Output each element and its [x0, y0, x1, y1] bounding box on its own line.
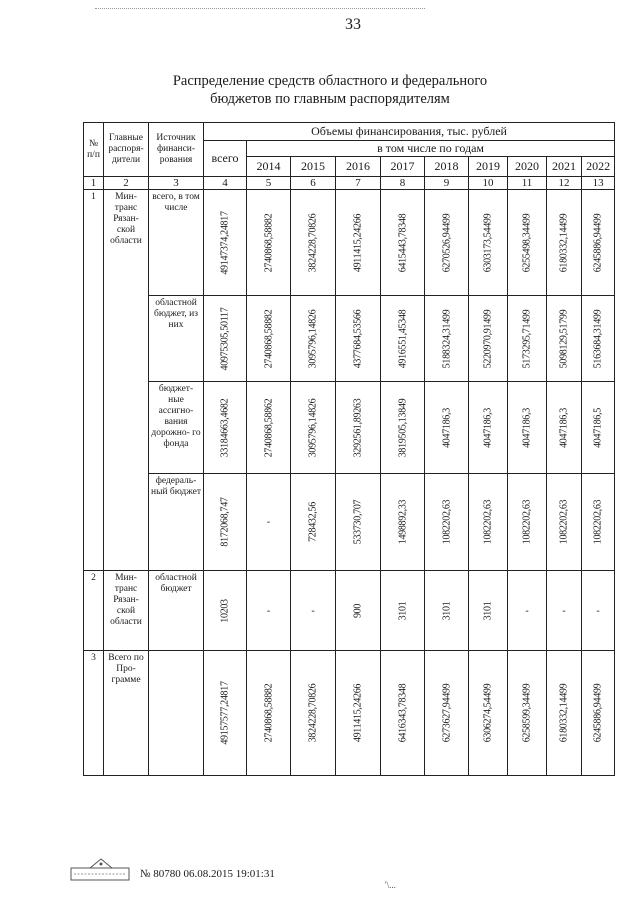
- year-value-cell: [469, 190, 508, 296]
- cell-value: 6255498,34499: [521, 213, 533, 272]
- cell-value: 1082202,63: [521, 499, 533, 545]
- cell-value: 6258599,34499: [521, 683, 533, 743]
- year-value-cell: [469, 296, 508, 382]
- year-value-cell: [291, 190, 336, 296]
- year-value-cell: [247, 296, 291, 382]
- cell-value: 533730,707: [352, 499, 364, 545]
- row-source: федераль- ный бюджет: [149, 474, 204, 571]
- cell-value: 6245886,94499: [592, 683, 604, 743]
- year-value-cell: [582, 190, 615, 296]
- year-value-cell: [508, 296, 547, 382]
- cell-value: 49157577,24817: [219, 681, 231, 745]
- cell-value: 1082202,63: [592, 499, 604, 545]
- year-value-cell: [582, 651, 615, 776]
- column-number: 4: [204, 177, 247, 190]
- row-manager: Мин- транс Рязан- ской области: [104, 190, 149, 571]
- year-value-cell: [547, 571, 582, 651]
- year-value-cell: [508, 651, 547, 776]
- year-value-cell: [469, 651, 508, 776]
- cell-value: 728432,56: [307, 502, 319, 542]
- year-value-cell: [336, 474, 381, 571]
- row-source: областной бюджет: [149, 571, 204, 651]
- year-value-cell: [508, 571, 547, 651]
- cell-value: 6180332,14499: [558, 683, 570, 743]
- cell-value: 5173295,71499: [521, 309, 533, 368]
- cell-value: 4911415,24266: [352, 683, 364, 743]
- year-value-cell: [381, 474, 425, 571]
- total-cell: [204, 190, 247, 296]
- year-value-cell: [336, 571, 381, 651]
- total-cell: [204, 651, 247, 776]
- financing-table: [83, 122, 615, 776]
- title-line-1: Распределение средств областного и федерального: [172, 73, 488, 89]
- year-value-cell: [336, 296, 381, 382]
- year-value-cell: [291, 571, 336, 651]
- header-year: 2019: [469, 157, 508, 177]
- cell-value: -: [266, 516, 271, 528]
- cell-value: 3095796,14826: [307, 309, 319, 368]
- cell-value: 2740868,58882: [263, 213, 274, 272]
- header-volumes: Объемы финансирования, тыс. рублей: [204, 123, 615, 141]
- cell-value: 4047186,5: [592, 407, 604, 448]
- cell-value: 3824228,70826: [307, 213, 319, 272]
- cell-value: -: [525, 605, 529, 616]
- top-scan-mark: [95, 8, 425, 13]
- cell-value: 1082202,63: [441, 499, 452, 545]
- header-year: 2014: [247, 157, 291, 177]
- cell-value: 6180332,14499: [558, 213, 570, 272]
- column-number: 11: [508, 177, 547, 190]
- year-value-cell: [469, 474, 508, 571]
- column-number: 7: [336, 177, 381, 190]
- table-row: [84, 651, 615, 776]
- year-value-cell: [247, 651, 291, 776]
- header-year: 2018: [425, 157, 469, 177]
- year-value-cell: [291, 296, 336, 382]
- year-value-cell: [582, 296, 615, 382]
- row-source: областной бюджет, из них: [149, 296, 204, 382]
- cell-value: 4047186,3: [482, 407, 494, 448]
- year-value-cell: [425, 382, 469, 474]
- cell-value: 5220970,91499: [482, 309, 494, 368]
- column-number: 1: [84, 177, 104, 190]
- cell-value: 6303173,54499: [482, 213, 494, 272]
- cell-value: 6273627,94499: [441, 683, 452, 743]
- year-value-cell: [547, 190, 582, 296]
- year-value-cell: [291, 382, 336, 474]
- header-by-years: в том числе по годам: [247, 141, 615, 157]
- table-row: [84, 296, 615, 382]
- column-number: 10: [469, 177, 508, 190]
- cell-value: -: [596, 605, 600, 616]
- year-value-cell: [381, 296, 425, 382]
- year-value-cell: [547, 296, 582, 382]
- year-value-cell: [381, 571, 425, 651]
- year-value-cell: [425, 571, 469, 651]
- header-source: Источник финанси- рования: [149, 123, 204, 177]
- header-year: 2016: [336, 157, 381, 177]
- cell-value: 3292561,89263: [352, 398, 364, 457]
- header-year: 2020: [508, 157, 547, 177]
- row-number: 3: [84, 651, 104, 776]
- column-number: 13: [582, 177, 615, 190]
- header-managers: Главные распоря- дители: [104, 123, 149, 177]
- page-number: 33: [345, 16, 361, 33]
- header-total: всего: [204, 141, 247, 177]
- row-source: [149, 651, 204, 776]
- cell-value: 8172068,747: [219, 497, 231, 547]
- total-cell: [204, 382, 247, 474]
- year-value-cell: [381, 190, 425, 296]
- cell-value: 3095796,14826: [307, 398, 319, 457]
- column-number: 6: [291, 177, 336, 190]
- column-number: 8: [381, 177, 425, 190]
- year-value-cell: [336, 651, 381, 776]
- year-value-cell: [469, 382, 508, 474]
- cell-value: 1082202,63: [482, 499, 494, 545]
- header-year: 2015: [291, 157, 336, 177]
- total-cell: [204, 296, 247, 382]
- year-value-cell: [547, 474, 582, 571]
- cell-value: 6270526,94499: [441, 213, 452, 272]
- cell-value: 2740868,58882: [263, 683, 274, 743]
- title-line-2: бюджетов по главным распорядителям: [210, 91, 450, 107]
- cell-value: 3824228,70826: [307, 683, 319, 743]
- total-cell: [204, 571, 247, 651]
- year-value-cell: [425, 296, 469, 382]
- cell-value: 2740868,58882: [263, 309, 274, 368]
- cell-value: -: [311, 605, 315, 616]
- footer-mark: '\...: [385, 880, 396, 890]
- cell-value: 4047186,3: [521, 407, 533, 448]
- cell-value: 3819505,13849: [397, 398, 408, 457]
- year-value-cell: [547, 651, 582, 776]
- table-row: [84, 571, 615, 651]
- year-value-cell: [291, 651, 336, 776]
- cell-value: 49147374,24817: [219, 210, 231, 275]
- cell-value: 6306274,54499: [482, 683, 494, 743]
- year-value-cell: [582, 382, 615, 474]
- year-value-cell: [291, 474, 336, 571]
- row-source: всего, в том числе: [149, 190, 204, 296]
- cell-value: 1498892,33: [397, 499, 408, 545]
- cell-value: 3101: [482, 601, 494, 620]
- cell-value: 5163684,31499: [592, 309, 604, 368]
- row-manager: Всего по Про- грамме: [104, 651, 149, 776]
- cell-value: 10203: [219, 598, 231, 623]
- cell-value: -: [562, 605, 566, 616]
- year-value-cell: [425, 474, 469, 571]
- year-value-cell: [381, 382, 425, 474]
- table-row: [84, 190, 615, 296]
- registration-stamp: № 80780 06.08.2015 19:01:31: [140, 868, 275, 880]
- header-year: 2017: [381, 157, 425, 177]
- year-value-cell: [508, 382, 547, 474]
- header-year: 2022: [582, 157, 615, 177]
- cell-value: 4911415,24266: [352, 213, 364, 272]
- cell-value: 3101: [397, 601, 408, 620]
- column-number: 2: [104, 177, 149, 190]
- cell-value: 6415443,78348: [397, 213, 408, 272]
- cell-value: 4047186,3: [441, 407, 452, 448]
- cell-value: 2740868,58862: [263, 398, 274, 457]
- year-value-cell: [247, 571, 291, 651]
- cell-value: 3101: [441, 601, 452, 620]
- column-number: 3: [149, 177, 204, 190]
- row-number: 2: [84, 571, 104, 651]
- year-value-cell: [469, 571, 508, 651]
- year-value-cell: [247, 382, 291, 474]
- year-value-cell: [582, 474, 615, 571]
- year-value-cell: [425, 651, 469, 776]
- cell-value: 4916551,45348: [397, 309, 408, 368]
- cell-value: 6416343,78348: [397, 683, 408, 743]
- cell-value: 5098129,51799: [558, 309, 570, 368]
- column-number: 5: [247, 177, 291, 190]
- year-value-cell: [381, 651, 425, 776]
- cell-value: -: [266, 605, 271, 616]
- year-value-cell: [582, 571, 615, 651]
- row-manager: Мин- транс Рязан- ской области: [104, 571, 149, 651]
- year-value-cell: [547, 382, 582, 474]
- year-value-cell: [508, 474, 547, 571]
- year-value-cell: [425, 190, 469, 296]
- archive-seal-icon: [70, 856, 132, 882]
- header-year: 2021: [547, 157, 582, 177]
- header-num: № п/п: [84, 123, 104, 177]
- cell-value: 4047186,3: [558, 407, 570, 448]
- cell-value: 6245886,94499: [592, 213, 604, 272]
- year-value-cell: [336, 190, 381, 296]
- row-source: бюджет- ные ассигно- вания дорожно- го фонда: [149, 382, 204, 474]
- year-value-cell: [247, 474, 291, 571]
- document-title: [150, 72, 510, 108]
- cell-value: 900: [352, 603, 364, 618]
- cell-value: 33184663,4682: [219, 398, 231, 457]
- year-value-cell: [247, 190, 291, 296]
- column-number: 12: [547, 177, 582, 190]
- cell-value: 1082202,63: [558, 499, 570, 545]
- row-number: 1: [84, 190, 104, 571]
- cell-value: 5188324,31499: [441, 309, 452, 368]
- column-number: 9: [425, 177, 469, 190]
- cell-value: 40975305,50117: [219, 307, 231, 370]
- year-value-cell: [508, 190, 547, 296]
- total-cell: [204, 474, 247, 571]
- year-value-cell: [336, 382, 381, 474]
- table-row: [84, 382, 615, 474]
- table-row: [84, 474, 615, 571]
- cell-value: 4377684,53566: [352, 309, 364, 368]
